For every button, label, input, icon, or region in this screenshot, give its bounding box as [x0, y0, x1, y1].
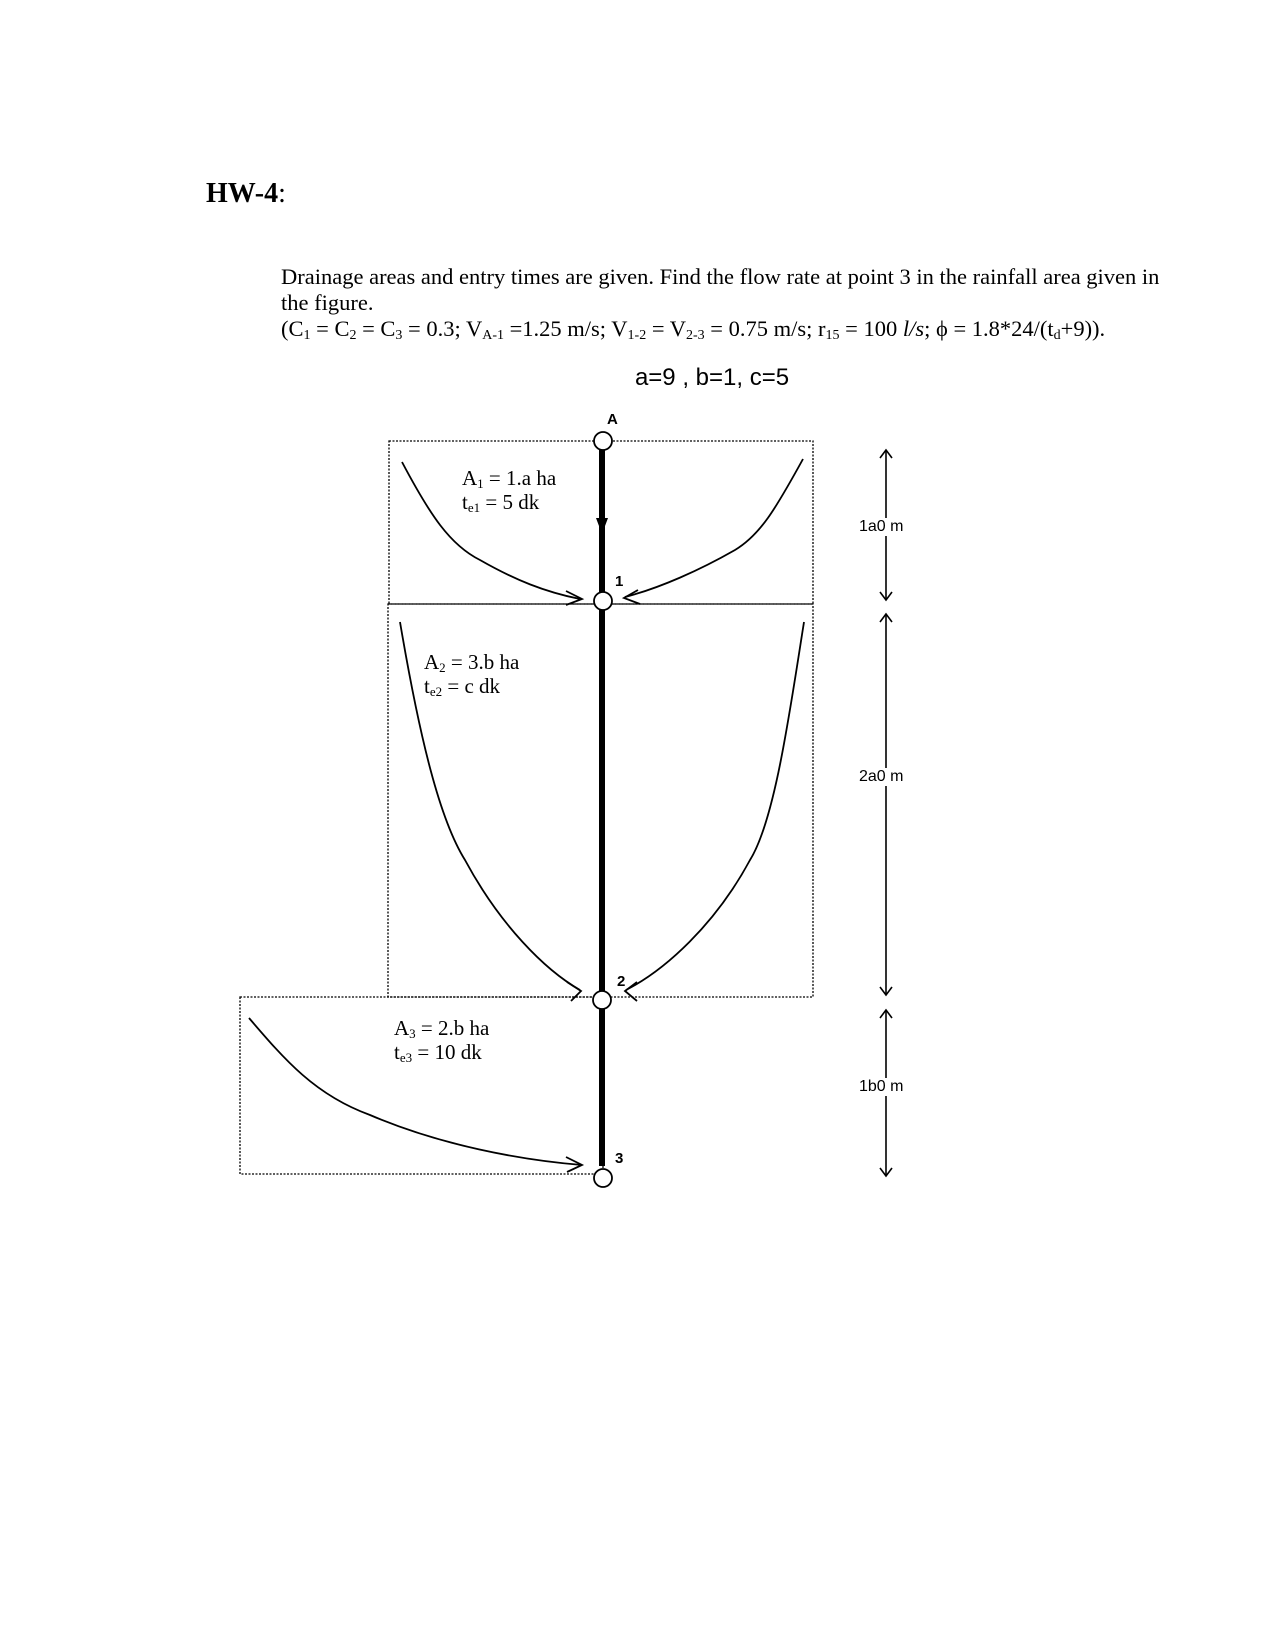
area-2-size — [424, 650, 519, 674]
node-a-label: A — [607, 411, 618, 428]
area-2-entry-time — [424, 674, 519, 698]
given-part: = V — [646, 316, 686, 341]
flow-curves — [249, 459, 804, 1172]
label-sub: e2 — [429, 684, 443, 699]
flow-direction-arrow — [596, 518, 608, 534]
area-boundaries — [240, 441, 813, 1174]
given-sub: 15 — [825, 328, 840, 343]
label-sub: 2 — [439, 660, 446, 675]
given-part: = 0.75 m/s; r — [704, 316, 826, 341]
given-part: (C — [281, 316, 304, 341]
label-part: = c dk — [442, 674, 501, 698]
node-1 — [594, 592, 612, 610]
label-sub: 3 — [409, 1026, 416, 1041]
problem-text: Drainage areas and entry times are given. Find the flow rate at point 3 in the rainfall area given in the figure. — [281, 264, 1160, 315]
dimension-2-label: 2a0 m — [856, 768, 906, 786]
title-colon: : — [278, 178, 286, 209]
label-part: = 1.a ha — [483, 466, 557, 490]
area-1-right-arrowhead — [624, 590, 640, 604]
node-3-label: 3 — [615, 1150, 624, 1167]
dimension-lines — [880, 450, 892, 1176]
given-part: = C — [356, 316, 396, 341]
label-part: t — [462, 490, 468, 514]
given-sub: A-1 — [482, 328, 504, 343]
label-part: t — [394, 1040, 400, 1064]
label-part: = 10 dk — [412, 1040, 482, 1064]
given-unit: l/s — [902, 316, 925, 341]
given-part: +9)). — [1060, 316, 1106, 341]
given-part: = 100 — [839, 316, 903, 341]
given-part: = 0.3; V — [402, 316, 483, 341]
label-sub: 1 — [477, 476, 484, 491]
given-sub: 3 — [395, 328, 403, 343]
area-1-entry-time — [462, 490, 556, 514]
parameter-values: a=9 , b=1, c=5 — [634, 364, 790, 391]
given-part: = C — [310, 316, 350, 341]
area-3-entry-time — [394, 1040, 489, 1064]
area-2-left-arrowhead — [567, 982, 581, 1001]
area-3-label — [394, 1016, 489, 1064]
given-sub: 2-3 — [686, 328, 705, 343]
label-part: = 5 dk — [480, 490, 540, 514]
label-part: = 3.b ha — [445, 650, 520, 674]
area-2-label — [424, 650, 519, 698]
label-part: A — [462, 466, 478, 490]
area-3-size — [394, 1016, 489, 1040]
given-sub: 1 — [303, 328, 311, 343]
given-sub: 2 — [349, 328, 357, 343]
given-part: ; ϕ = 1.8*24/(t — [924, 316, 1054, 341]
node-1-label: 1 — [615, 573, 624, 590]
label-part: = 2.b ha — [415, 1016, 490, 1040]
dimension-3-label: 1b0 m — [856, 1078, 906, 1096]
area-1-size — [462, 466, 556, 490]
node-a — [594, 432, 612, 450]
node-3 — [594, 1169, 612, 1187]
given-sub: d — [1053, 328, 1061, 343]
given-sub: 1-2 — [627, 328, 647, 343]
title-text: HW-4 — [206, 178, 279, 209]
label-sub: e1 — [467, 500, 481, 515]
node-2-label: 2 — [617, 973, 626, 990]
given-part: =1.25 m/s; V — [503, 316, 628, 341]
label-part: A — [424, 650, 440, 674]
node-2 — [593, 991, 611, 1009]
area-2-right-flow — [626, 622, 804, 990]
label-sub: e3 — [399, 1050, 413, 1065]
dimension-1-label: 1a0 m — [856, 518, 906, 536]
label-part: A — [394, 1016, 410, 1040]
area-1-right-flow — [625, 459, 803, 597]
label-part: t — [424, 674, 430, 698]
area-1-label — [462, 466, 556, 514]
